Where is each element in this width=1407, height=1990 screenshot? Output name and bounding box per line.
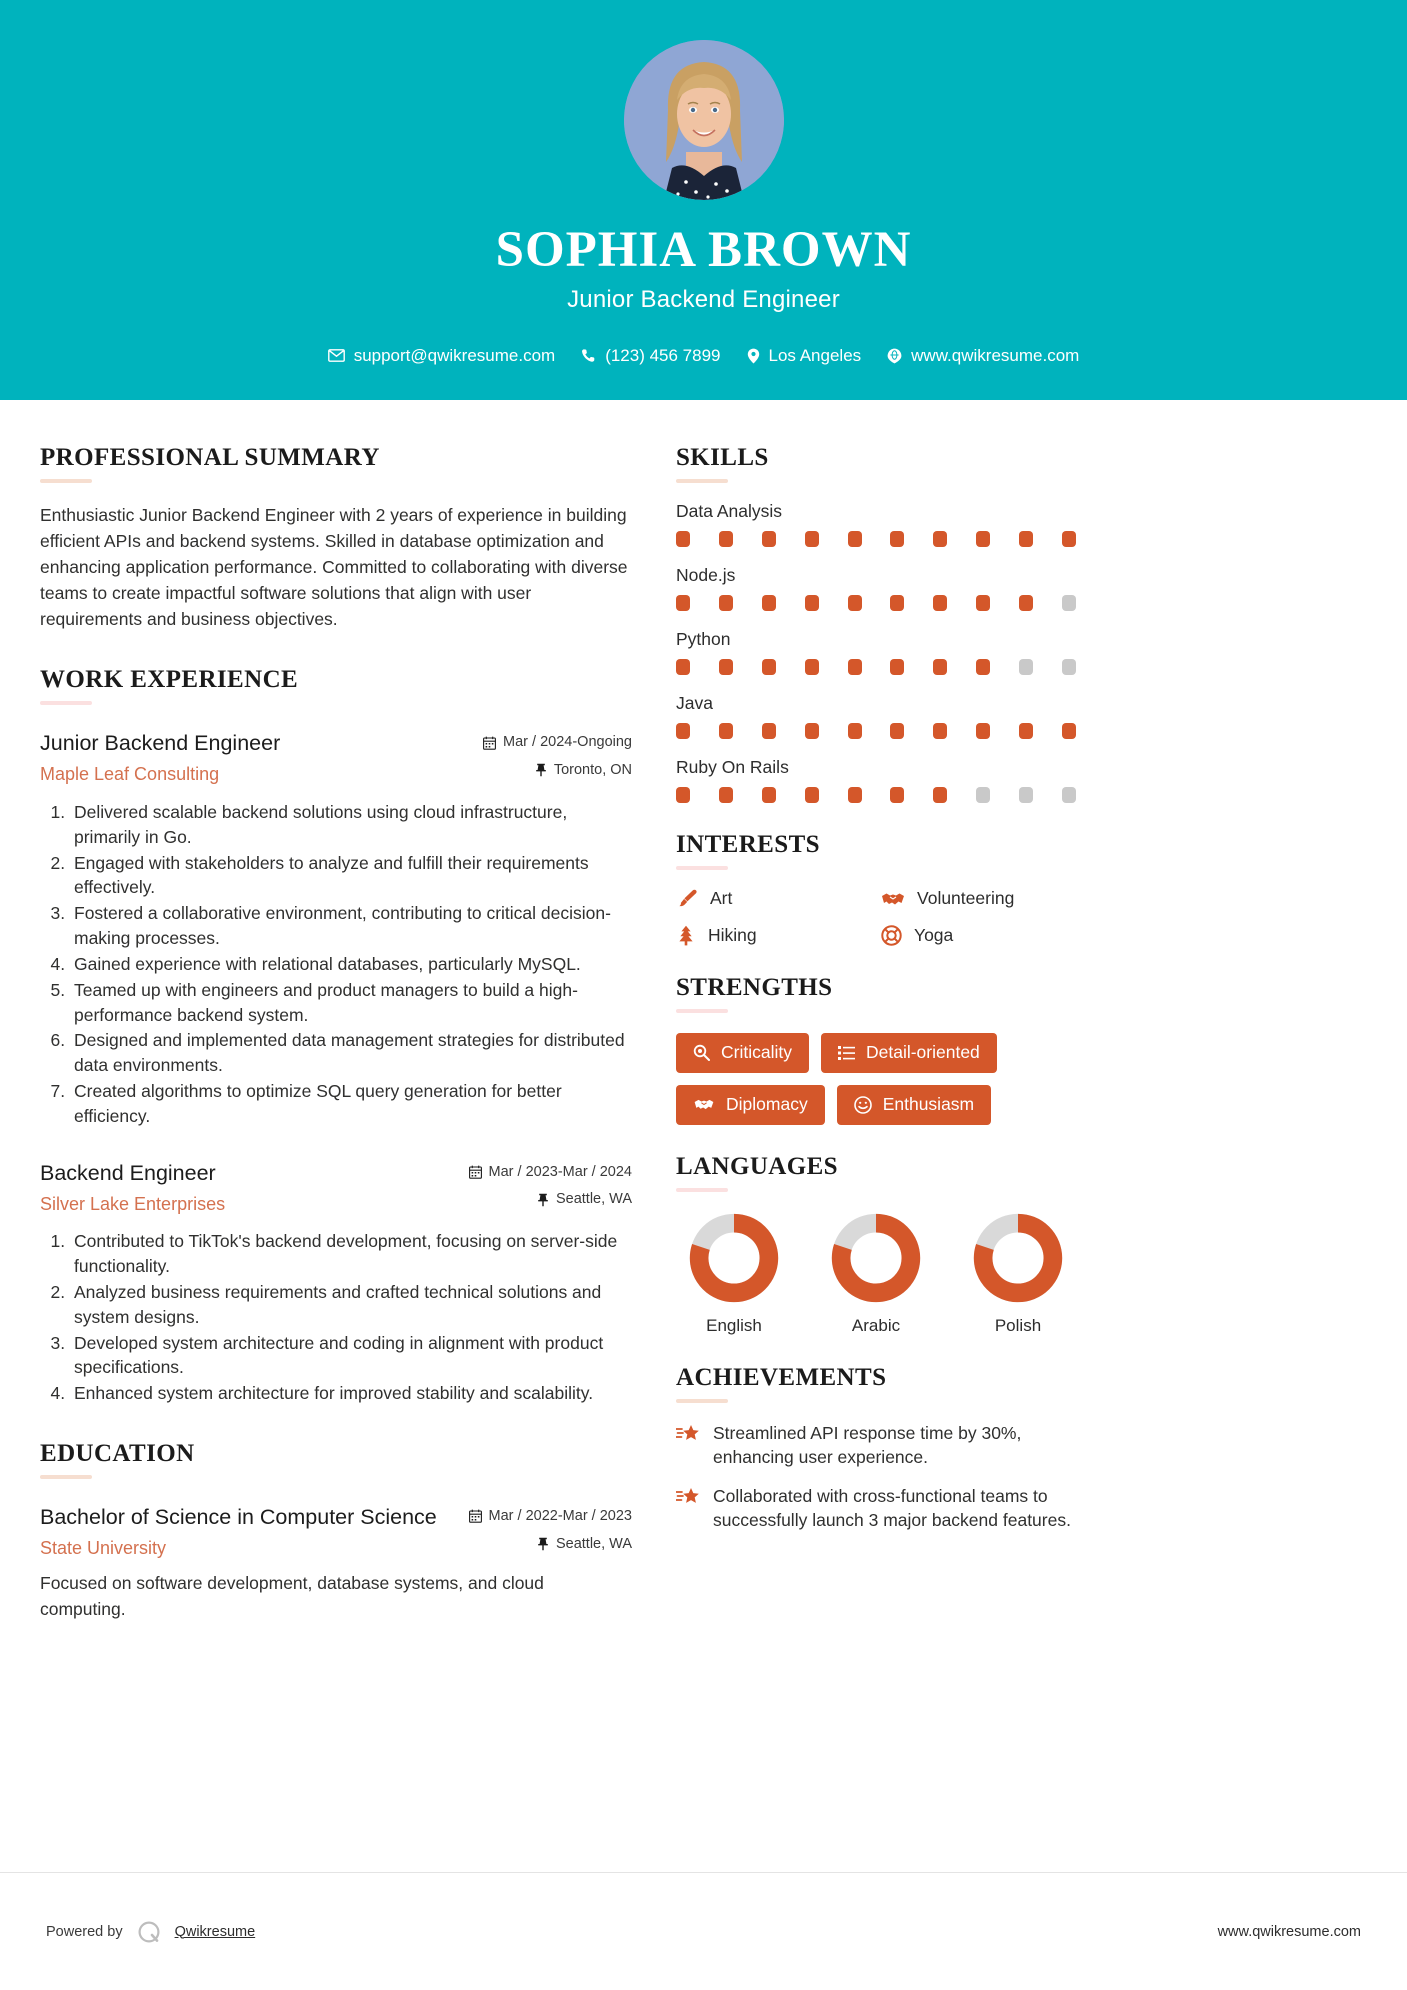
work-location: Toronto, ON <box>553 761 632 778</box>
languages-list <box>676 1212 1076 1336</box>
section-rule <box>676 479 728 483</box>
skill-dot <box>976 595 990 611</box>
contact-email[interactable] <box>328 346 556 366</box>
contact-phone-text: (123) 456 7899 <box>605 345 721 365</box>
skill-rating <box>676 787 1076 803</box>
skill-rating <box>676 531 1076 547</box>
skill-item <box>676 757 1076 803</box>
education-entry <box>40 1503 632 1622</box>
skill-dot <box>762 531 776 547</box>
skill-item <box>676 629 1076 675</box>
right-column <box>676 444 1076 1547</box>
work-bullet: 5. Teamed up with engineers and product managers to build a high-performance backend system. <box>70 978 632 1028</box>
strength-badge <box>676 1033 809 1073</box>
section-rule <box>676 1009 728 1013</box>
skill-dot <box>890 659 904 675</box>
skill-dot <box>848 531 862 547</box>
work-dates-line <box>469 1165 632 1180</box>
calendar-icon <box>469 1165 482 1179</box>
skill-dot <box>676 659 690 675</box>
achievement-text: Streamlined API response time by 30%, enhancing user experience. <box>713 1422 1022 1467</box>
section-title-interests: INTERESTS <box>676 831 820 858</box>
envelope-icon <box>328 349 345 362</box>
skill-dot <box>848 723 862 739</box>
language-item <box>818 1212 934 1336</box>
contact-website[interactable] <box>887 346 1079 366</box>
skill-dot <box>848 659 862 675</box>
skill-rating <box>676 595 1076 611</box>
skill-dot <box>805 787 819 803</box>
skill-dot <box>719 659 733 675</box>
strength-label: Diplomacy <box>726 1093 808 1114</box>
skill-dot <box>805 659 819 675</box>
skill-dot <box>933 787 947 803</box>
interest-label: Volunteering <box>917 888 1015 908</box>
resume-header <box>0 0 1407 400</box>
candidate-name: SOPHIA BROWN <box>495 222 912 278</box>
skill-dot <box>1019 531 1033 547</box>
section-rule <box>40 1475 92 1479</box>
skill-name: Ruby On Rails <box>676 757 789 777</box>
skill-rating <box>676 723 1076 739</box>
section-title-strengths: STRENGTHS <box>676 974 833 1001</box>
skill-dot <box>1062 723 1076 739</box>
skill-dot <box>890 723 904 739</box>
education-location: Seattle, WA <box>555 1535 632 1552</box>
work-entry <box>40 729 632 1128</box>
resume-body <box>0 400 1407 1622</box>
skill-dot <box>805 723 819 739</box>
section-title-education: EDUCATION <box>40 1440 195 1468</box>
strength-badge <box>821 1033 997 1073</box>
work-entry-meta <box>469 1159 632 1207</box>
work-company: Maple Leaf Consulting <box>40 764 220 785</box>
section-languages <box>676 1153 1076 1336</box>
skill-dot <box>805 531 819 547</box>
skill-dot <box>890 531 904 547</box>
skill-dot <box>762 723 776 739</box>
language-donut <box>688 1212 780 1304</box>
shooting-star-icon <box>676 1484 700 1512</box>
contact-location-text: Los Angeles <box>768 345 862 365</box>
qwikresume-brand-link[interactable]: Qwikresume <box>174 1923 256 1940</box>
list-icon <box>838 1045 855 1061</box>
skill-name: Python <box>676 629 731 649</box>
strength-badge <box>837 1085 991 1125</box>
work-dates: Mar / 2024-Ongoing <box>503 734 632 751</box>
work-location-line <box>483 763 632 778</box>
section-interests <box>676 831 1076 946</box>
skill-dot <box>719 723 733 739</box>
language-label: Arabic <box>851 1315 901 1335</box>
interest-item <box>676 888 871 909</box>
interest-item <box>881 888 1076 909</box>
skill-dot <box>1019 787 1033 803</box>
skill-dot <box>890 787 904 803</box>
skill-dot <box>719 787 733 803</box>
powered-by-block <box>46 1919 255 1945</box>
work-location: Seattle, WA <box>555 1191 632 1208</box>
work-bullet: 3. Developed system architecture and coding in alignment with product specifications. <box>70 1331 632 1381</box>
interests-grid <box>676 888 1076 946</box>
work-bullets <box>40 1229 632 1406</box>
language-donut <box>830 1212 922 1304</box>
avatar <box>624 40 784 200</box>
skill-dot <box>933 595 947 611</box>
lifebuoy-icon <box>881 925 902 946</box>
work-entry <box>40 1159 632 1406</box>
skill-dot <box>1062 531 1076 547</box>
achievements-list <box>676 1421 1076 1533</box>
interest-label: Hiking <box>708 925 757 945</box>
skill-dot <box>1019 723 1033 739</box>
skill-dot <box>1062 787 1076 803</box>
language-label: Polish <box>994 1315 1042 1335</box>
section-rule <box>40 701 92 705</box>
skill-dot <box>762 595 776 611</box>
location-pin-icon <box>747 348 760 364</box>
skill-dot <box>848 595 862 611</box>
section-title-skills: SKILLS <box>676 444 769 471</box>
skill-dot <box>805 595 819 611</box>
work-bullet: 4. Enhanced system architecture for improved stability and scalability. <box>70 1381 632 1406</box>
achievement-text: Collaborated with cross-functional teams to successfully launch 3 major backend features. <box>713 1485 1071 1530</box>
calendar-icon <box>483 736 496 750</box>
section-title-languages: LANGUAGES <box>676 1152 838 1180</box>
strengths-list <box>676 1033 1076 1125</box>
contact-row <box>328 346 1080 366</box>
work-role: Backend Engineer <box>40 1160 216 1185</box>
resume-footer <box>0 1872 1407 1990</box>
skill-item <box>676 565 1076 611</box>
skill-dot <box>762 659 776 675</box>
language-item <box>960 1212 1076 1336</box>
qwikresume-logo-icon <box>136 1919 162 1945</box>
shooting-star-icon <box>676 1421 700 1449</box>
section-title-summary: PROFESSIONAL SUMMARY <box>40 444 380 471</box>
skill-dot <box>890 595 904 611</box>
language-item <box>676 1212 792 1336</box>
achievement-item <box>676 1421 1076 1469</box>
contact-email-text: support@qwikresume.com <box>353 345 556 365</box>
section-professional-summary <box>40 444 632 632</box>
skill-dot <box>976 659 990 675</box>
pushpin-icon <box>537 1537 549 1551</box>
strength-label: Criticality <box>721 1042 792 1062</box>
contact-website-text: www.qwikresume.com <box>911 345 1080 365</box>
work-dates: Mar / 2023-Mar / 2024 <box>488 1163 632 1180</box>
interest-label: Art <box>710 888 733 908</box>
work-role: Junior Backend Engineer <box>40 731 281 756</box>
left-column <box>40 444 632 1622</box>
achievement-item <box>676 1484 1076 1532</box>
skill-dot <box>1062 595 1076 611</box>
section-title-work: WORK EXPERIENCE <box>40 666 299 694</box>
skill-dot <box>1019 659 1033 675</box>
skill-dot <box>1019 595 1033 611</box>
skill-name: Data Analysis <box>676 501 783 521</box>
language-label: English <box>706 1315 762 1335</box>
work-entry-meta <box>483 729 632 777</box>
section-rule <box>676 1399 728 1403</box>
phone-icon <box>581 348 596 363</box>
work-dates-line <box>483 735 632 750</box>
skill-dot <box>676 531 690 547</box>
powered-by-label: Powered by <box>46 1923 123 1940</box>
work-bullet: 6. Designed and implemented data management strategies for distributed data environments. <box>70 1028 632 1078</box>
education-dates-line <box>469 1509 632 1524</box>
globe-icon <box>887 348 902 364</box>
section-education <box>40 1440 632 1622</box>
section-title-achievements: ACHIEVEMENTS <box>676 1363 887 1391</box>
calendar-icon <box>469 1509 482 1523</box>
interest-item <box>881 925 1076 946</box>
strength-label: Detail-oriented <box>865 1042 980 1062</box>
handshake-icon <box>881 889 905 909</box>
strength-label: Enthusiasm <box>882 1093 975 1114</box>
education-meta <box>469 1503 632 1551</box>
section-rule <box>676 866 728 870</box>
search-icon <box>693 1044 710 1061</box>
contact-location <box>747 346 862 366</box>
work-entry-head <box>40 729 632 785</box>
skill-dot <box>976 787 990 803</box>
work-bullet: 1. Delivered scalable backend solutions using cloud infrastructure, primarily in Go. <box>70 800 632 850</box>
skill-name: Java <box>676 693 713 713</box>
interest-item <box>676 925 871 946</box>
section-rule <box>676 1188 728 1192</box>
skill-dot <box>976 723 990 739</box>
education-school: State University <box>40 1537 167 1558</box>
skill-dot <box>933 531 947 547</box>
work-bullet: 1. Contributed to TikTok's backend development, focusing on server-side functionality. <box>70 1229 632 1279</box>
education-location-line <box>469 1537 632 1552</box>
skill-item <box>676 693 1076 739</box>
skill-name: Node.js <box>676 565 736 585</box>
paintbrush-icon <box>676 889 698 909</box>
skill-item <box>676 501 1076 547</box>
tree-icon <box>676 925 696 946</box>
work-bullet: 7. Created algorithms to optimize SQL query generation for better efficiency. <box>70 1079 632 1129</box>
education-description: Focused on software development, database systems, and cloud computing. <box>40 1573 544 1619</box>
work-location-line <box>469 1192 632 1207</box>
section-achievements <box>676 1364 1076 1533</box>
work-bullet: 2. Engaged with stakeholders to analyze and fulfill their requirements effectively. <box>70 851 632 901</box>
work-entry-identity <box>40 1159 225 1215</box>
skill-dot <box>933 659 947 675</box>
work-bullets <box>40 800 632 1129</box>
language-donut <box>972 1212 1064 1304</box>
pushpin-icon <box>535 763 547 777</box>
contact-phone[interactable] <box>581 346 720 366</box>
education-entry-head <box>40 1503 632 1559</box>
strength-badge <box>676 1085 825 1125</box>
skill-dot <box>762 787 776 803</box>
skill-dot <box>1062 659 1076 675</box>
skill-dot <box>719 531 733 547</box>
work-bullet: 3. Fostered a collaborative environment, contributing to critical decision-making processes. <box>70 901 632 951</box>
candidate-role: Junior Backend Engineer <box>567 285 840 313</box>
interest-label: Yoga <box>914 925 954 945</box>
work-bullet: 2. Analyzed business requirements and crafted technical solutions and system designs. <box>70 1280 632 1330</box>
education-dates: Mar / 2022-Mar / 2023 <box>488 1508 632 1525</box>
skill-dot <box>676 787 690 803</box>
education-identity <box>40 1503 437 1559</box>
skill-dot <box>933 723 947 739</box>
education-degree: Bachelor of Science in Computer Science <box>40 1505 437 1530</box>
work-company: Silver Lake Enterprises <box>40 1193 226 1214</box>
section-rule <box>40 479 92 483</box>
pushpin-icon <box>537 1193 549 1207</box>
section-skills <box>676 444 1076 803</box>
skill-dot <box>976 531 990 547</box>
handshake-icon <box>693 1096 715 1113</box>
skill-dot <box>676 723 690 739</box>
summary-text: Enthusiastic Junior Backend Engineer with 2 years of experience in building efficient APIs and backend systems. Skilled in database optimization and enhancing application performance. Committed to collaborating with diverse teams to create impactful software solutions that align with user requirements and business objectives. <box>40 505 628 629</box>
smiley-icon <box>854 1096 872 1114</box>
skill-dot <box>719 595 733 611</box>
skill-dot <box>676 595 690 611</box>
skill-rating <box>676 659 1076 675</box>
work-entry-head <box>40 1159 632 1215</box>
work-bullet: 4. Gained experience with relational databases, particularly MySQL. <box>70 952 632 977</box>
work-entry-identity <box>40 729 280 785</box>
section-strengths <box>676 974 1076 1125</box>
skill-dot <box>848 787 862 803</box>
footer-url[interactable]: www.qwikresume.com <box>1217 1923 1361 1940</box>
section-work-experience <box>40 666 632 1406</box>
